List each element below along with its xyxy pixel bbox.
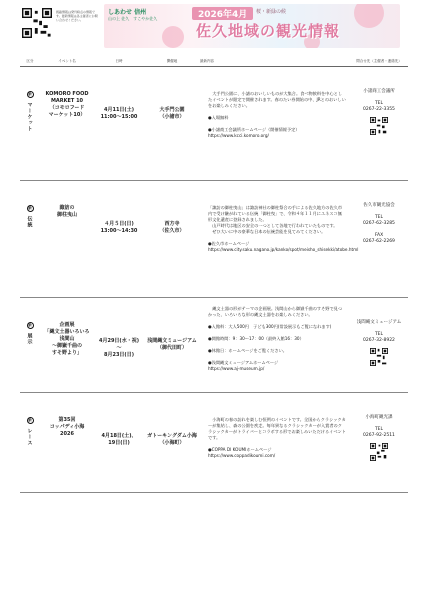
event-date: ４月５日(日) 13:00～14:30 [100,220,138,234]
contact-cell [350,180,408,297]
table-row [20,297,408,392]
content-cell [200,297,350,392]
event-content: 小海町の春の訪れを楽しむ恒例のイベントです。全国からクラシックカーが集結し、森の公園を疾走。毎年異なるクラシックカーが入賞者のクラシックカーがトライバーとコラボする形でお楽しみいただけるイベントです。 ●COPPA DI KOUMIホームページ https://www.coppadikoumi.com/ [208,416,346,458]
table-row [20,180,408,297]
month-title: 2026年4月 [192,7,253,20]
event-date: 4月29日(水・祝) ～ 8月23日(日) [98,337,139,358]
venue-cell [144,297,200,392]
category-label: 伝統 [26,215,33,228]
event-contact: 小海町観光課 TEL 0267-92-2511 [363,414,395,438]
table-row [20,392,408,492]
event-name: 第35回 コッパディ小海 2026 [49,416,85,437]
new-badge: 新 [28,417,32,422]
event-name: 企画展 「縄文土器いろいろ 浅間山 ～御嶽千曲の すそ野より」 [44,321,90,356]
date-cell [94,180,144,297]
venue-cell [144,392,200,492]
event-content: 縄文土器の形がテーマの企画展。浅間山から御嶽千曲のすそ野で見つかった、いろいろな形の縄文土器をお楽しみください。 ●入館料：大人500円 子ども300円(常設展示もご覧になれます) ●開館時間：9：30～17：00（最終入館16：30） ●休館日：ホームページをご覧ください。 ●浅間縄文ミュージアムホームページ https://www.aj-museum.jp/ [208,305,343,371]
content-cell [200,180,359,297]
content-cell [200,66,350,180]
column-header: イベント名 [40,58,94,66]
brand-subtitle: 山の上 佐久 すこやか佐久 [108,16,158,21]
event-name: 諏訪の 御柱曳山 [56,204,77,218]
event-venue: 西方寺 （佐久市） [159,220,185,234]
qr-code-icon[interactable] [22,8,52,38]
season-label: 桜・新緑の候 [256,9,287,15]
category-label: レース [26,427,33,446]
category-label: マーケット [26,101,33,132]
qr-code-icon[interactable] [370,348,388,366]
column-header: 最新内容 [200,58,350,66]
event-date: 4月11日(土) 11:00～15:00 [100,106,138,120]
blossom-decoration [354,4,384,28]
column-header: 区分 [20,58,40,66]
qr-code-icon[interactable] [370,443,388,461]
brand-logo: しあわせ 信州 [108,9,147,16]
category-cell [20,297,40,392]
table-header-row [20,58,408,66]
event-cell [40,180,94,297]
venue-cell [144,180,200,297]
event-content: 大手門公園に、小諸のおいしいものが大集合。食べ物飲料を中心としたイベントが限定で開催されます。春のたい券開始の中、JRとのおいしいをお楽しみください。 ●入場無料 ●小諸商工会議所ホームページ（開催情報予定） https://www.kcci.komoro.org/ [208,90,346,138]
date-cell [94,66,144,180]
page-title: 佐久地域の観光情報 [196,22,341,40]
header-note: 掲載情報は発刊時点の情報です。最新情報は各主催者にお問い合わせください。 [56,10,98,22]
new-badge: 新 [28,322,32,327]
new-badge: 新 [28,91,32,96]
column-header: 問合せ先（主催者・連絡先） [350,58,408,66]
date-cell [94,392,144,492]
blossom-decoration [162,26,184,48]
event-cell [40,66,94,180]
category-label: 展示 [26,332,33,345]
venue-cell [144,66,200,180]
date-cell [94,297,144,392]
event-cell [40,392,94,492]
table-row [20,66,408,180]
contact-cell [350,66,408,180]
events-table [20,58,408,493]
category-cell [20,392,40,492]
event-contact: 小諸商工会議所 TEL 0267-22-3355 [363,88,395,112]
category-cell [20,66,40,180]
qr-code-icon[interactable] [370,117,388,135]
title-banner [104,4,400,48]
event-content: 「諏訪の御柱曳山」は諏訪神社の御柱祭合の手による佐久地方の佐久市内で受け継がれている伝統「御柱曳」で、令和４年１１月にユネスコ無形文化遺産に登録されました。 山戸時代は地区の安全の一つとして各地で行われていたものです。 ぜひ大いに中の豪華な日本の伝統芸能を見てみてください。 ●佐久市ホームページ https://www.city.saku.nagano.jp/kanko/spot/meisho_shisekki/atobe.html [208,204,359,252]
category-cell [20,180,40,297]
event-date: 4月18日(土)、 19日(日) [101,432,137,446]
new-badge: 新 [28,205,32,210]
contact-cell [350,392,408,492]
event-venue: 大手門公園 （小諸市） [159,106,185,120]
event-cell [40,297,94,392]
event-venue: ガトーキングダム小海 （小海町） [147,432,197,446]
event-contact: 浅間縄文ミュージアム TEL 0267-32-8922 [356,319,402,343]
column-header: 開催地 [144,58,200,66]
column-header: 日時 [94,58,144,66]
event-name: KOMORO FOOD MARKET 10 （コモロフード マーケット10） [45,90,89,118]
event-venue: 浅間縄文ミュージアム （御代田町） [147,337,197,351]
event-contact: 佐久市観光協会 TEL 0267-62-3285 FAX 0267-62-2269 [363,202,395,244]
content-cell [200,392,350,492]
contact-cell [350,297,408,392]
